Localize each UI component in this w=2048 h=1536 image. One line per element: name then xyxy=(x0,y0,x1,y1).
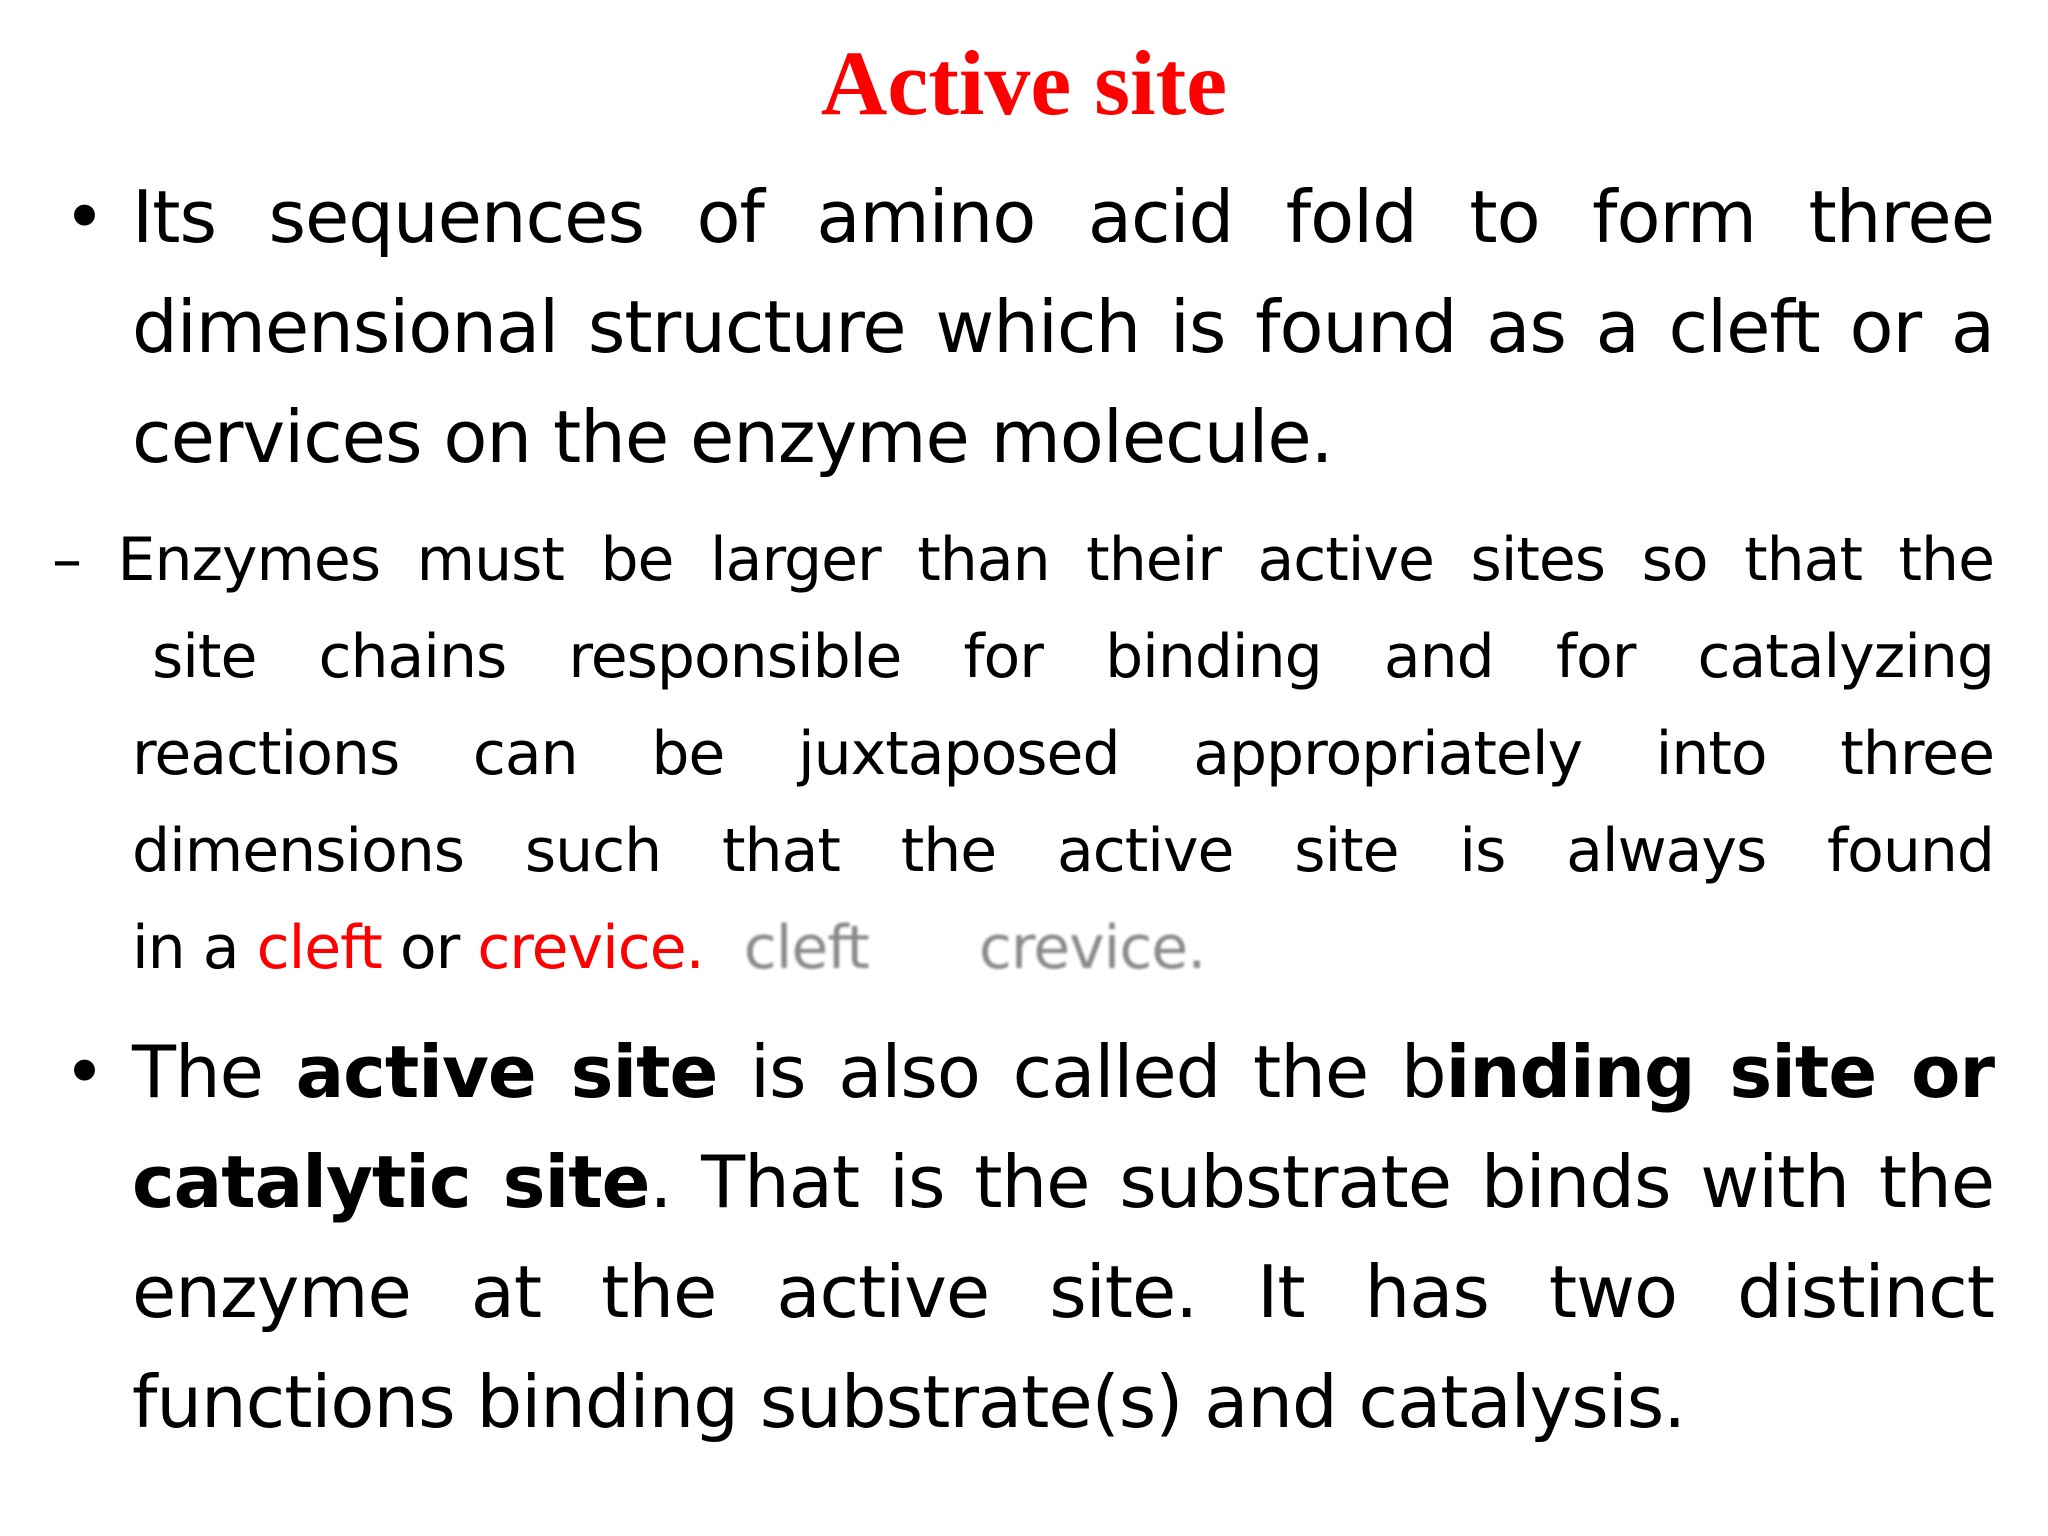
bullet-marker: • xyxy=(63,1030,105,1114)
dash-marker: – xyxy=(52,525,81,595)
cleft-highlight: cleft xyxy=(256,913,382,983)
sub-point xyxy=(52,512,1994,997)
bullet-point-1 xyxy=(63,162,1994,492)
bold-binding-site: inding site or catalytic site xyxy=(132,1030,1995,1224)
sub-line-3: reactions can be juxtaposed appropriately into three xyxy=(132,719,1994,789)
sub-line-4: dimensions such that the active site is always found xyxy=(132,816,1994,886)
bullet-marker: • xyxy=(63,175,105,259)
bullet-2-text: The active site is also called the binding site or catalytic site. That is the substrate binds with the enzyme at the active site. It has two distinct functions binding substrate(s) and catalysis. xyxy=(132,1030,1995,1444)
slide-title: Active site xyxy=(820,32,1228,134)
crevice-highlight: crevice. xyxy=(477,913,704,983)
sub-line-1: – Enzymes must be larger than their active sites so that the xyxy=(52,525,1994,595)
sub-line-2: site chains responsible for binding and for catalyzing xyxy=(152,622,1994,692)
ghost-crevice: crevice. xyxy=(978,913,1206,983)
bold-active-site: active site xyxy=(295,1030,718,1114)
bullet-1-text: Its sequences of amino acid fold to form three dimensional structure which is found as a cleft or a cervices on the enzyme molecule. xyxy=(132,175,1994,479)
sub-line-5: in a cleft or crevice. cleft crevice. xyxy=(132,913,1206,983)
ghost-cleft: cleft xyxy=(743,913,869,983)
bullet-point-2 xyxy=(63,1017,1995,1457)
